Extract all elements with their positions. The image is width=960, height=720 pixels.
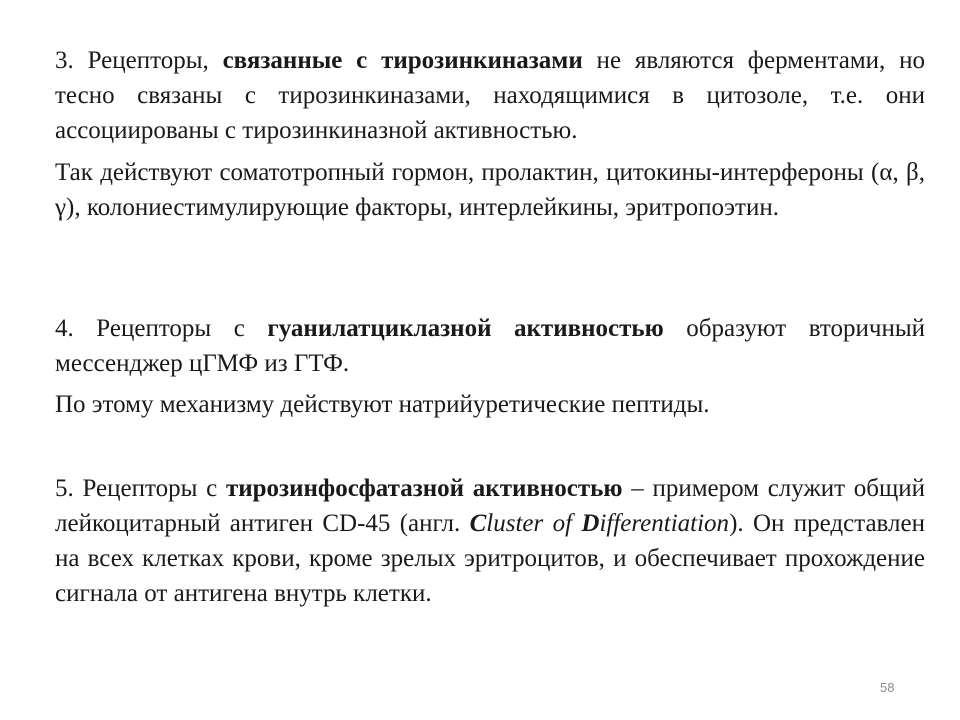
paragraph-number: 3. <box>55 47 88 74</box>
italic-text: ifferentiation <box>599 510 730 537</box>
bold-italic-letter: C <box>469 510 487 537</box>
text: По этому механизму действуют натрийуретические пептиды. <box>55 391 710 418</box>
text: не являются ферментами, но тесно связаны с тирозинкиназами, находящимися в цитозоле, т.е. они ассоциированы с тирозинкиназной активностью. <box>55 47 926 144</box>
paragraph-number: 5. <box>55 475 83 502</box>
bold-term: тирозинфосфатазной активностью <box>225 475 623 502</box>
paragraph-tyrosine-phosphatase <box>55 471 925 611</box>
text: – примером служит общий лейкоцитарный антиген CD-45 (англ. <box>55 475 925 537</box>
text: Рецепторы, <box>87 47 223 74</box>
text: образуют вторичный мессенджер цГМФ из ГТФ. <box>55 315 926 377</box>
paragraph-hormones-list <box>55 155 925 225</box>
page-number: 58 <box>880 680 895 695</box>
text: Рецепторы с <box>82 475 226 502</box>
bold-italic-letter: D <box>581 510 600 537</box>
text: ). Он представлен на всех клетках крови, кроме зрелых эритроцитов, и обеспечивает прохождение сигнала от антигена внутрь клетки. <box>55 510 925 607</box>
bold-term: связанные с тирозинкиназами <box>222 47 583 74</box>
paragraph-number: 4. <box>55 315 97 342</box>
text: Так действуют соматотропный гормон, пролактин, цитокины-интерфероны (α, β, γ), колониестимулирующие факторы, интерлейкины, эритропоэтин. <box>55 159 925 221</box>
paragraph-receptor-tyrosine-kinase-associated <box>55 43 925 148</box>
paragraph-guanylate-cyclase <box>55 311 925 381</box>
italic-text: luster of <box>486 510 582 537</box>
bold-term: гуанилатциклазной активностью <box>267 315 664 342</box>
text: Рецепторы с <box>96 315 268 342</box>
paragraph-natriuretic-peptides <box>55 387 925 422</box>
